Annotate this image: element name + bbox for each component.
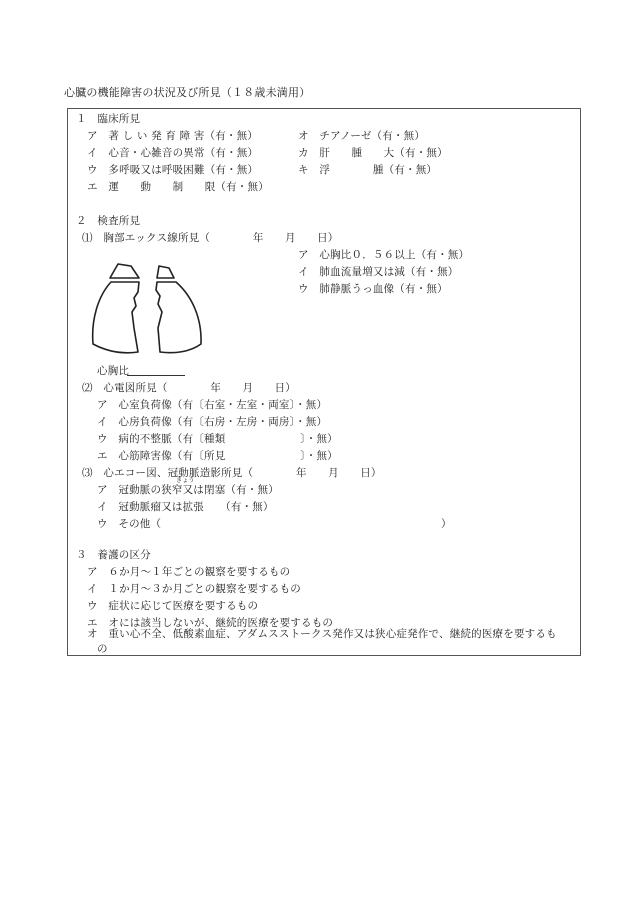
care-category-e: エ オには該当しないが、継続的医療を要するもの xyxy=(87,617,334,629)
care-category-o-line2: の xyxy=(97,643,108,655)
echo-other: ウ その他（ xyxy=(97,518,162,530)
item-heart-sound: イ 心音・心雑音の異常（有・無） xyxy=(87,147,259,159)
echo-angiography-findings: ⑶ 心エコー図、冠動脈造影所見（ 年 月 日） xyxy=(82,467,382,479)
ecg-myocardial-damage: エ 心筋障害像（有〔所見 〕・無） xyxy=(97,450,338,462)
item-exercise-limit: エ 運 動 制 限（有・無） xyxy=(87,181,269,193)
item-breathing: ウ 多呼吸又は呼吸困難（有・無） xyxy=(87,164,259,176)
left-lung-apex xyxy=(157,266,174,278)
item-edema: キ 浮 腫（有・無） xyxy=(298,164,438,176)
item-growth-disorder: ア 著 し い 発 育 障 害（有・無） xyxy=(87,130,259,142)
left-lung-body xyxy=(156,282,201,353)
cardiothoracic-ratio-blank xyxy=(127,375,185,376)
section-2-heading: ２ 検査所見 xyxy=(76,215,141,227)
furigana-kyou: きょう xyxy=(176,477,195,484)
care-category-a: ア ６か月～１年ごとの観察を要するもの xyxy=(87,566,291,578)
right-lung-body xyxy=(93,282,139,353)
ecg-atrial-load: イ 心房負荷像（有〔右房・左房・両房〕・無） xyxy=(97,416,328,428)
care-category-i: イ １か月～３か月ごとの観察を要するもの xyxy=(87,583,301,595)
echo-coronary-aneurysm: イ 冠動脈瘤又は拡張 （有・無） xyxy=(97,501,274,513)
echo-coronary-stenosis: ア 冠動脈の狭窄又は閉塞（有・無） xyxy=(97,484,279,496)
xray-item-pulmonary-flow: イ 肺血流量増又は減（有・無） xyxy=(298,266,459,278)
section-3-heading: ３ 養護の区分 xyxy=(76,549,151,561)
right-lung-apex xyxy=(110,264,139,278)
xray-item-ctr: ア 心胸比０．５６以上（有・無） xyxy=(298,249,470,261)
ecg-arrhythmia: ウ 病的不整脈（有〔種類 〕・無） xyxy=(97,433,338,445)
echo-other-close-paren: ） xyxy=(441,518,452,530)
item-hepatomegaly: カ 肝 腫 大（有・無） xyxy=(298,147,448,159)
cardiothoracic-ratio-label: 心胸比 xyxy=(97,365,130,377)
xray-item-congestion: ウ 肺静脈うっ血像（有・無） xyxy=(298,283,448,295)
section-1-heading: １ 臨床所見 xyxy=(76,113,141,125)
document-title: 心臓の機能障害の状況及び所見（１８歳未満用） xyxy=(64,86,311,99)
xray-findings: ⑴ 胸部エックス線所見（ 年 月 日） xyxy=(82,232,339,244)
care-category-o-line1: オ 重い心不全、低酸素血症、アダムスストークス発作又は狭心症発作で、継続的医療を要するも xyxy=(87,628,557,640)
ecg-ventricular-load: ア 心室負荷像（有〔右室・左室・両室〕・無） xyxy=(97,399,328,411)
care-category-u: ウ 症状に応じて医療を要するもの xyxy=(87,600,259,612)
item-cyanosis: オ チアノーゼ（有・無） xyxy=(298,130,426,142)
lung-outline-diagram xyxy=(88,258,208,358)
ecg-findings: ⑵ 心電図所見（ 年 月 日） xyxy=(82,382,296,394)
